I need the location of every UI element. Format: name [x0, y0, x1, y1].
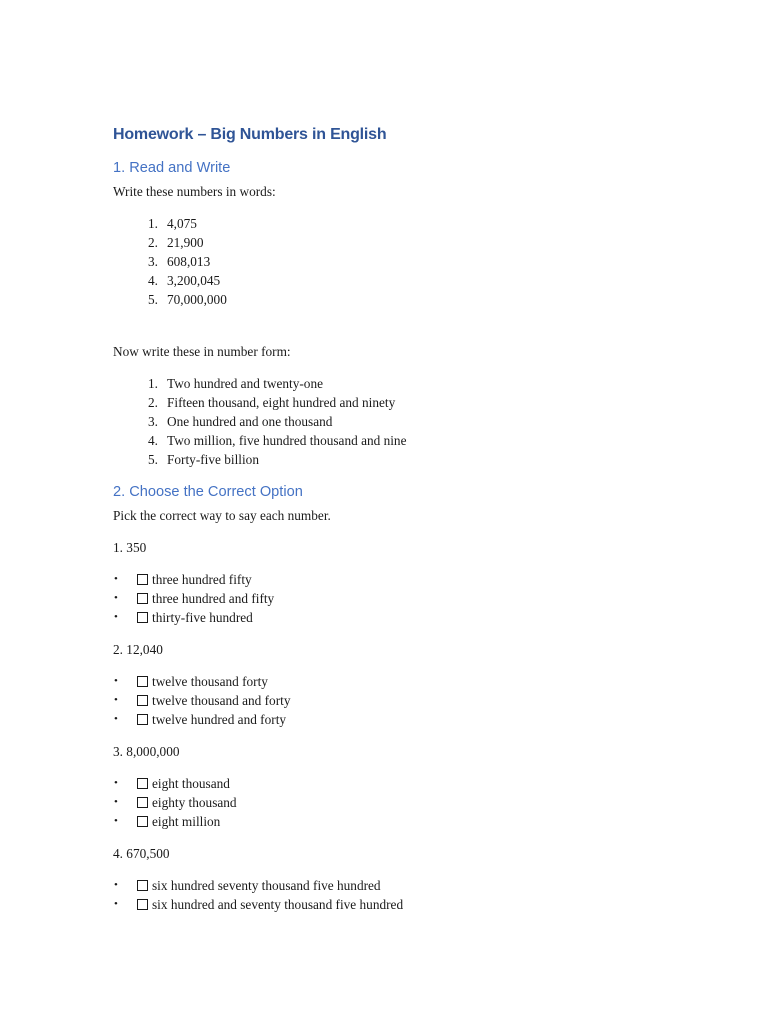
- list-item: [113, 412, 728, 431]
- list-text: One hundred and one thousand: [167, 414, 333, 429]
- checkbox[interactable]: [137, 899, 148, 910]
- list-item: [113, 450, 728, 469]
- bullet-icon: •: [114, 713, 118, 725]
- checkbox[interactable]: [137, 676, 148, 687]
- list-number: 1.: [148, 216, 158, 231]
- spacer: [113, 469, 728, 483]
- checkbox[interactable]: [137, 695, 148, 706]
- list-item: [113, 374, 728, 393]
- spacer: [113, 627, 728, 640]
- option-item: [113, 672, 728, 691]
- list-item: [113, 214, 728, 233]
- question-label: 4. 670,500: [113, 846, 170, 861]
- spacer: [113, 729, 728, 742]
- checkbox[interactable]: [137, 778, 148, 789]
- list-item: [113, 431, 728, 450]
- bullet-icon: •: [114, 898, 118, 910]
- list-number: 2.: [148, 235, 158, 250]
- option-label: thirty-five hundred: [152, 610, 253, 625]
- option-label: eight million: [152, 814, 221, 829]
- list-number: 1.: [148, 376, 158, 391]
- options-list: [113, 876, 728, 914]
- list-number: 4.: [148, 273, 158, 288]
- bullet-icon: •: [114, 592, 118, 604]
- question-label: 2. 12,040: [113, 642, 163, 657]
- bullet-icon: •: [114, 879, 118, 891]
- list-text: Two hundred and twenty-one: [167, 376, 324, 391]
- list-number: 5.: [148, 452, 158, 467]
- option-label: three hundred and fifty: [152, 591, 275, 606]
- checkbox[interactable]: [137, 574, 148, 585]
- option-item: [113, 774, 728, 793]
- options-list: [113, 774, 728, 831]
- option-item: [113, 876, 728, 895]
- option-item: [113, 589, 728, 608]
- list-number: 5.: [148, 292, 158, 307]
- list-text: 21,900: [167, 235, 204, 250]
- question-label: 3. 8,000,000: [113, 744, 180, 759]
- checkbox[interactable]: [137, 797, 148, 808]
- section-heading-read-write: 1. Read and Write: [113, 160, 231, 176]
- option-item: [113, 895, 728, 914]
- instruction-words: Write these numbers in words:: [113, 184, 276, 199]
- option-item: [113, 710, 728, 729]
- option-item: [113, 570, 728, 589]
- checkbox[interactable]: [137, 612, 148, 623]
- option-item: [113, 691, 728, 710]
- bullet-icon: •: [114, 694, 118, 706]
- option-label: twelve thousand forty: [152, 674, 268, 689]
- list-number: 3.: [148, 414, 158, 429]
- spacer: [113, 309, 728, 342]
- list-item: [113, 290, 728, 309]
- option-label: twelve hundred and forty: [152, 712, 287, 727]
- bullet-icon: •: [114, 777, 118, 789]
- option-item: [113, 608, 728, 627]
- list-text: Forty-five billion: [167, 452, 259, 467]
- checkbox[interactable]: [137, 816, 148, 827]
- list-text: Fifteen thousand, eight hundred and ninety: [167, 395, 396, 410]
- options-list: [113, 672, 728, 729]
- option-item: [113, 812, 728, 831]
- list-text: 3,200,045: [167, 273, 221, 288]
- bullet-icon: •: [114, 796, 118, 808]
- question-label: 1. 350: [113, 540, 147, 555]
- option-label: eighty thousand: [152, 795, 237, 810]
- bullet-icon: •: [114, 815, 118, 827]
- checkbox[interactable]: [137, 593, 148, 604]
- words-list: [113, 374, 728, 469]
- document-title: Homework – Big Numbers in English: [113, 126, 387, 143]
- instruction-choose: Pick the correct way to say each number.: [113, 508, 331, 523]
- spacer: [113, 831, 728, 844]
- checkbox[interactable]: [137, 714, 148, 725]
- bullet-icon: •: [114, 675, 118, 687]
- option-label: eight thousand: [152, 776, 230, 791]
- section-heading-choose-option: 2. Choose the Correct Option: [113, 484, 303, 500]
- option-label: twelve thousand and forty: [152, 693, 291, 708]
- bullet-icon: •: [114, 611, 118, 623]
- list-text: Two million, five hundred thousand and nine: [167, 433, 407, 448]
- option-item: [113, 793, 728, 812]
- list-item: [113, 393, 728, 412]
- option-label: three hundred fifty: [152, 572, 252, 587]
- list-number: 4.: [148, 433, 158, 448]
- instruction-numbers: Now write these in number form:: [113, 344, 291, 359]
- list-text: 4,075: [167, 216, 197, 231]
- list-number: 3.: [148, 254, 158, 269]
- list-number: 2.: [148, 395, 158, 410]
- bullet-icon: •: [114, 573, 118, 585]
- list-item: [113, 233, 728, 252]
- list-item: [113, 252, 728, 271]
- list-text: 70,000,000: [167, 292, 227, 307]
- option-label: six hundred seventy thousand five hundred: [152, 878, 381, 893]
- options-list: [113, 570, 728, 627]
- checkbox[interactable]: [137, 880, 148, 891]
- list-item: [113, 271, 728, 290]
- list-text: 608,013: [167, 254, 211, 269]
- option-label: six hundred and seventy thousand five hundred: [152, 897, 404, 912]
- numbers-list: [113, 214, 728, 309]
